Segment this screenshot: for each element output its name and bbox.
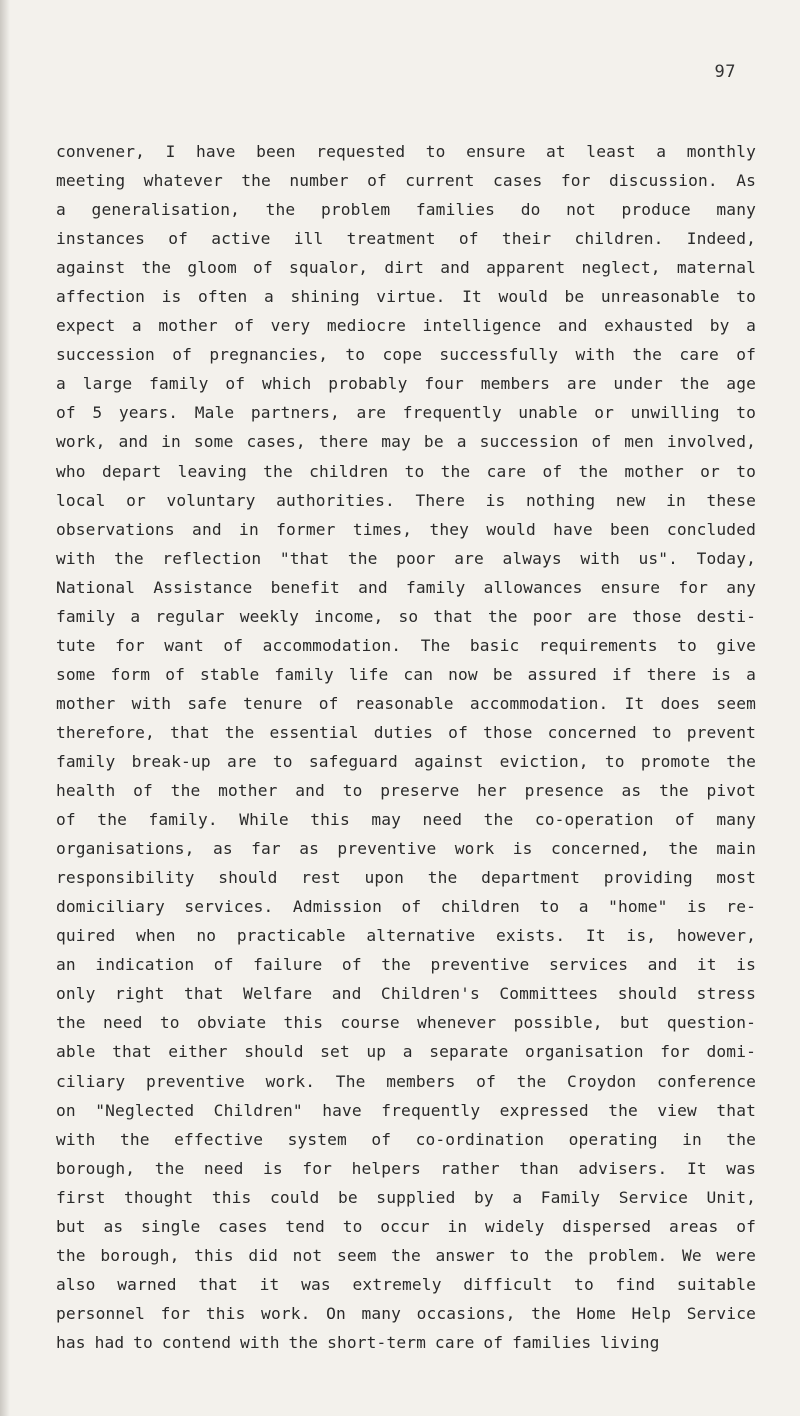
text-line: succession of pregnancies, to cope successfully with the care of	[56, 345, 756, 365]
text-line: ciliary preventive work. The members of the Croydon conference	[56, 1071, 756, 1091]
text-line: but as single cases tend to occur in widely dispersed areas of	[56, 1216, 756, 1236]
body-paragraph	[56, 137, 756, 1357]
text-line: only right that Welfare and Children's Committees should stress	[56, 984, 756, 1004]
text-line: personnel for this work. On many occasions, the Home Help Service	[56, 1303, 756, 1323]
text-line: a large family of which probably four members are under the age	[56, 374, 756, 394]
text-line: organisations, as far as preventive work is concerned, the main	[56, 839, 756, 859]
text-line: on "Neglected Children" have frequently expressed the view that	[56, 1100, 756, 1120]
text-line: expect a mother of very mediocre intelligence and exhausted by a	[56, 316, 756, 336]
page-number: 97	[714, 62, 736, 82]
text-line: work, and in some cases, there may be a succession of men involved,	[56, 432, 756, 452]
text-line: National Assistance benefit and family allowances ensure for any	[56, 577, 756, 597]
text-line: the need to obviate this course whenever possible, but question-	[56, 1013, 756, 1033]
text-line: mother with safe tenure of reasonable accommodation. It does seem	[56, 693, 756, 713]
text-line: health of the mother and to preserve her presence as the pivot	[56, 781, 756, 801]
text-line: able that either should set up a separate organisation for domi-	[56, 1042, 756, 1062]
text-line: family a regular weekly income, so that the poor are those desti-	[56, 606, 756, 626]
text-line: a generalisation, the problem families do not produce many	[56, 200, 756, 220]
text-line: affection is often a shining virtue. It would be unreasonable to	[56, 287, 756, 307]
text-line: also warned that it was extremely difficult to find suitable	[56, 1274, 756, 1294]
text-line: convener, I have been requested to ensure at least a monthly	[56, 142, 756, 161]
text-line: local or voluntary authorities. There is nothing new in these	[56, 490, 756, 510]
text-line: of the family. While this may need the co-operation of many	[56, 810, 756, 830]
text-line: instances of active ill treatment of their children. Indeed,	[56, 229, 756, 249]
text-line: who depart leaving the children to the care of the mother or to	[56, 461, 756, 481]
text-line: the borough, this did not seem the answer to the problem. We were	[56, 1245, 756, 1265]
text-line: against the gloom of squalor, dirt and apparent neglect, maternal	[56, 258, 756, 278]
text-line: family break-up are to safeguard against eviction, to promote the	[56, 751, 756, 771]
text-line: domiciliary services. Admission of children to a "home" is re-	[56, 897, 756, 917]
text-line: an indication of failure of the preventive services and it is	[56, 955, 756, 975]
text-line: has had to contend with the short-term care of families living	[56, 1332, 660, 1352]
text-line: therefore, that the essential duties of those concerned to prevent	[56, 722, 756, 742]
text-line: observations and in former times, they would have been concluded	[56, 519, 756, 539]
text-line: first thought this could be supplied by a Family Service Unit,	[56, 1187, 756, 1207]
text-line: of 5 years. Male partners, are frequently unable or unwilling to	[56, 403, 756, 423]
text-line: tute for want of accommodation. The basic requirements to give	[56, 635, 756, 655]
text-line: borough, the need is for helpers rather than advisers. It was	[56, 1158, 756, 1178]
text-line: meeting whatever the number of current cases for discussion. As	[56, 171, 756, 191]
text-line: quired when no practicable alternative exists. It is, however,	[56, 926, 756, 946]
page-edge-shadow	[0, 0, 10, 1416]
text-line: some form of stable family life can now be assured if there is a	[56, 664, 756, 684]
text-line: with the reflection "that the poor are always with us". Today,	[56, 548, 756, 568]
text-line: responsibility should rest upon the department providing most	[56, 868, 756, 888]
text-line: with the effective system of co-ordination operating in the	[56, 1129, 756, 1149]
